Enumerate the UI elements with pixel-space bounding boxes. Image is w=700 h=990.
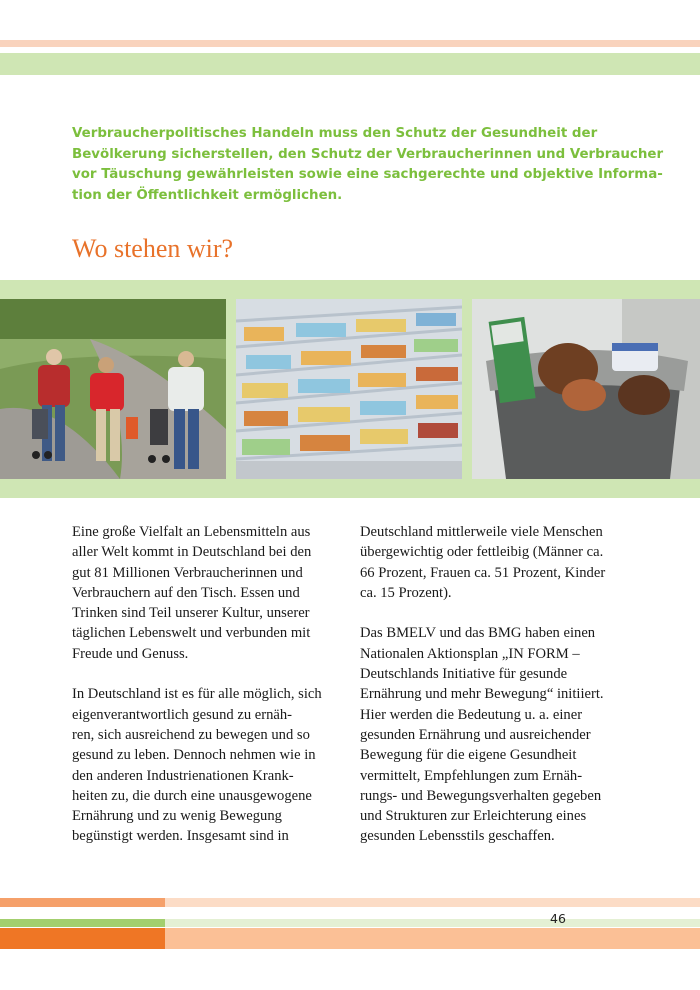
bottom-stripe-orange: [0, 928, 165, 949]
text-line: gesunden Ernährung und ausreichender: [360, 726, 591, 743]
bottom-stripe-green: [0, 919, 165, 927]
text-line: täglichen Lebenswelt und verbunden mit: [72, 625, 311, 642]
text-line: Bewegung für die eigene Gesundheit: [360, 747, 577, 764]
body-paragraph: [360, 522, 632, 603]
text-line: Nationalen Aktionsplan „IN FORM –: [360, 645, 580, 662]
left-column: [72, 522, 344, 847]
text-line: Deutschlands Initiative für gesunde: [360, 666, 568, 683]
text-line: eigenverantwortlich gesund zu ernäh-: [72, 706, 293, 723]
people-walking-photo: [0, 299, 226, 479]
intro-paragraph: [72, 124, 664, 206]
bottom-stripe-orange-light: [0, 898, 165, 907]
text-line: vermittelt, Empfehlungen zum Ernäh-: [360, 767, 583, 784]
text-line: Eine große Vielfalt an Lebensmitteln aus: [72, 524, 311, 540]
bottom-stripe-peach: [165, 898, 700, 907]
text-line: ca. 15 Prozent).: [360, 584, 452, 601]
text-line: den anderen Industrienationen Krank-: [72, 767, 294, 784]
supermarket-shelf-photo: [236, 299, 462, 479]
text-line: aller Welt kommt in Deutschland bei den: [72, 544, 312, 561]
text-line: rungs- und Bewegungsverhalten gegeben: [360, 787, 602, 804]
body-paragraph: [72, 684, 344, 846]
bottom-stripe-peach-wide: [165, 928, 700, 949]
food-waste-bin-photo: [472, 299, 700, 479]
body-paragraph: [72, 522, 344, 664]
text-line: Hier werden die Bedeutung u. a. einer: [360, 706, 583, 723]
text-line: Freude und Genuss.: [72, 645, 189, 662]
page-number: 46: [550, 911, 566, 926]
top-orange-stripe: [0, 40, 700, 47]
bottom-stripe-green-light: [165, 919, 700, 927]
text-line: Trinken sind Teil unserer Kultur, unserer: [72, 605, 310, 622]
body-paragraph: [360, 623, 632, 846]
text-line: Verbrauchern auf den Tisch. Essen und: [72, 584, 300, 601]
text-line: begünstigt werden. Insgesamt sind in: [72, 828, 289, 845]
section-heading: Wo stehen wir?: [72, 234, 234, 263]
text-line: Ernährung und zu wenig Bewegung: [72, 808, 282, 825]
text-line: gesund zu leben. Dennoch nehmen wie in: [72, 747, 316, 764]
text-line: In Deutschland ist es für alle möglich, sich: [72, 686, 322, 703]
text-line: 66 Prozent, Frauen ca. 51 Prozent, Kinder: [360, 564, 606, 581]
text-line: Deutschland mittlerweile viele Menschen: [360, 524, 603, 540]
text-line: gesunden Lebensstils geschaffen.: [360, 828, 555, 845]
text-line: übergewichtig oder fettleibig (Männer ca.: [360, 544, 604, 561]
text-line: Das BMELV und das BMG haben einen: [360, 625, 596, 642]
text-line: und Strukturen zur Erleichterung eines: [360, 808, 587, 825]
top-green-band: [0, 53, 700, 75]
text-line: gut 81 Millionen Verbraucherinnen und: [72, 564, 303, 581]
right-column: [360, 522, 632, 847]
text-line: heiten zu, die durch eine unausgewogene: [72, 787, 312, 804]
text-line: Ernährung und mehr Bewegung“ initiiert.: [360, 686, 604, 703]
intro-line: tion der Öffentlichkeit ermöglichen.: [72, 187, 343, 203]
text-line: ren, sich ausreichend zu bewegen und so: [72, 726, 310, 743]
intro-line: Verbraucherpolitisches Handeln muss den Schutz der Gesundheit der: [72, 126, 598, 141]
intro-line: Bevölkerung sicherstellen, den Schutz der Verbraucherinnen und Verbraucher: [72, 146, 664, 162]
intro-line: vor Täuschung gewährleisten sowie eine sachgerechte und objektive Informa-: [72, 167, 663, 183]
